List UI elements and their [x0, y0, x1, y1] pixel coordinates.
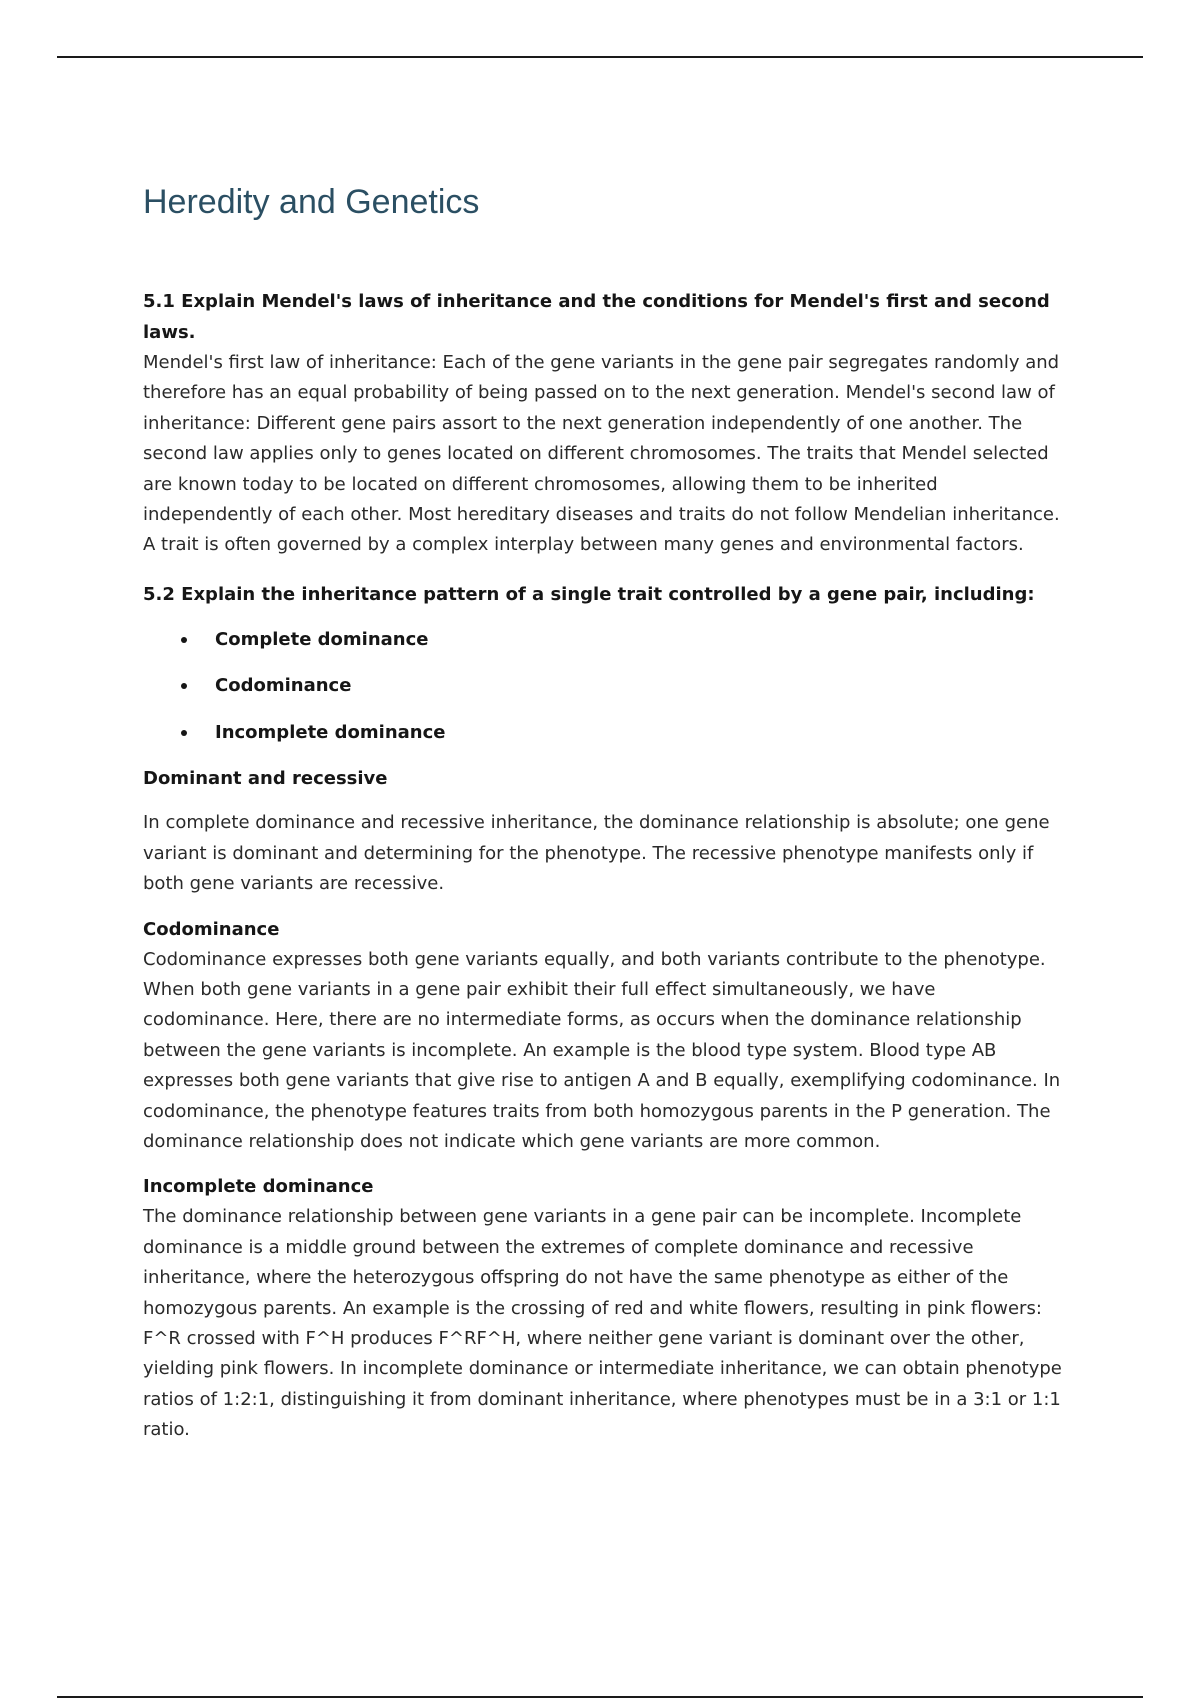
dominant-recessive-body: In complete dominance and recessive inheritance, the dominance relationship is absolute; one gene variant is dominant and determining for the phenotype. The recessive phenotype manifests only if both gene variants are recessive. — [143, 812, 1050, 895]
list-item — [143, 670, 1063, 701]
list-item-label: Incomplete dominance — [215, 721, 446, 743]
section-5-1-heading: 5.1 Explain Mendel's laws of inheritance and the conditions for Mendel's first and second laws. — [143, 291, 1050, 343]
list-item — [143, 717, 1063, 748]
incomplete-dominance-heading: Incomplete dominance — [143, 1176, 374, 1198]
list-item — [143, 624, 1063, 655]
incomplete-dominance-body: The dominance relationship between gene variants in a gene pair can be incomplete. Incomplete dominance is a middle ground between the extremes of complete dominance and recessive inheritance, where the heterozygous offspring do not have the same phenotype as either of the homozygous parents. An example is the crossing of red and white flowers, resulting in pink flowers: F^R crossed with F^H produces F^RF^H, where neither gene variant is dominant over the other, yielding pink flowers. In incomplete dominance or intermediate inheritance, we can obtain phenotype ratios of 1:2:1, distinguishing it from dominant inheritance, where phenotypes must be in a 3:1 or 1:1 ratio. — [143, 1206, 1062, 1441]
list-item-label: Codominance — [215, 675, 352, 697]
codominance-heading: Codominance — [143, 918, 280, 940]
dominance-types-list — [143, 624, 1063, 748]
bullet-icon — [181, 683, 187, 689]
codominance-body: Codominance expresses both gene variants equally, and both variants contribute to the phenotype. When both gene variants in a gene pair exhibit their full effect simultaneously, we have codominance. Here, there are no intermediate forms, as occurs when the dominance relationship between the gene variants is incomplete. An example is the blood type system. Blood type AB expresses both gene variants that give rise to antigen A and B equally, exemplifying codominance. In codominance, the phenotype features traits from both homozygous parents in the P generation. The dominance relationship does not indicate which gene variants are more common. — [143, 948, 1061, 1152]
section-5-2-heading: 5.2 Explain the inheritance pattern of a single trait controlled by a gene pair, including: — [143, 583, 1035, 605]
bottom-rule — [57, 1696, 1143, 1698]
bullet-icon — [181, 637, 187, 643]
top-rule — [57, 56, 1143, 58]
section-5-1-body: Mendel's first law of inheritance: Each of the gene variants in the gene pair segregates randomly and therefore has an equal probability of being passed on to the next generation. Mendel's second law of inheritance: Different gene pairs assort to the next generation independently of one another. The second law applies only to genes located on different chromosomes. The traits that Mendel selected are known today to be located on different chromosomes, allowing them to be inherited independently of each other. Most hereditary diseases and traits do not follow Mendelian inheritance. A trait is often governed by a complex interplay between many genes and environmental factors. — [143, 352, 1060, 556]
dominant-recessive-heading: Dominant and recessive — [143, 768, 388, 790]
page-title: Heredity and Genetics — [143, 183, 480, 221]
page-content — [143, 180, 1063, 1446]
bullet-icon — [181, 730, 187, 736]
list-item-label: Complete dominance — [215, 628, 429, 650]
